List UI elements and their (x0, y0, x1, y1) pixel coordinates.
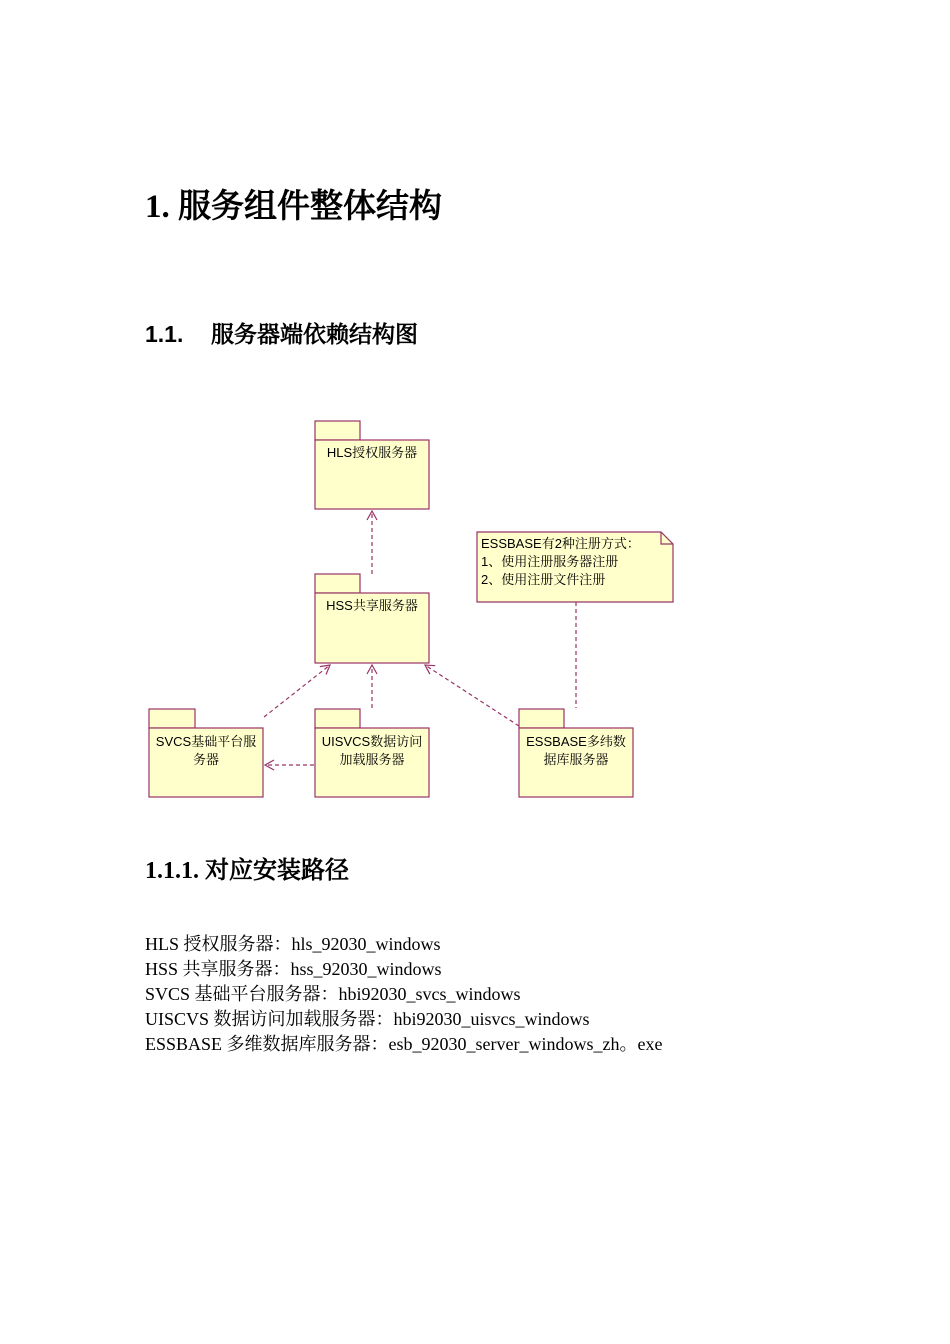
note-line-2: 1、使用注册服务器注册 (481, 554, 619, 569)
install-path-item: HSS 共享服务器：hss_92030_windows (145, 959, 442, 979)
install-path-item: ESSBASE 多维数据库服务器：esb_92030_server_windows_zh。exe (145, 1034, 663, 1054)
install-path-list (145, 932, 662, 1057)
package-uisvcs-label-line1: UISVCS数据访问 (321, 734, 423, 749)
package-essbase (519, 709, 633, 797)
heading-1-number: 1. (145, 189, 170, 225)
heading-1-title: 服务组件整体结构 (178, 189, 442, 225)
arrow-essbase-to-hss (425, 665, 519, 726)
section-heading-1-1-1 (145, 850, 349, 885)
package-hss (315, 574, 429, 663)
install-path-item: UISCVS 数据访问加载服务器：hbi92030_uisvcs_windows (145, 1009, 590, 1029)
package-svcs-label-line1: SVCS基础平台服 (155, 734, 257, 749)
heading-3-number: 1.1.1. (145, 858, 199, 884)
package-essbase-label-line1: ESSBASE多纬数 (526, 734, 626, 749)
note-line-1: ESSBASE有2种注册方式： (481, 536, 640, 551)
package-uisvcs (315, 709, 429, 797)
package-hls-label: HLS授权服务器 (326, 445, 418, 460)
install-path-item: SVCS 基础平台服务器：hbi92030_svcs_windows (145, 984, 521, 1004)
install-path-item: HLS 授权服务器：hls_92030_windows (145, 934, 441, 954)
package-hss-label: HSS共享服务器 (326, 598, 418, 613)
package-uisvcs-label-line2: 加载服务器 (339, 752, 405, 767)
package-svcs-label-line2: 务器 (192, 752, 220, 767)
package-svcs (149, 709, 263, 797)
heading-3-title: 对应安装路径 (205, 858, 349, 884)
note-essbase-registration (477, 532, 673, 602)
package-essbase-label-line2: 据库服务器 (543, 752, 609, 767)
heading-2-title: 服务器端依赖结构图 (211, 321, 418, 347)
package-hls (315, 421, 429, 509)
note-line-3: 2、使用注册文件注册 (481, 572, 606, 587)
heading-2-number: 1.1. (145, 321, 184, 347)
